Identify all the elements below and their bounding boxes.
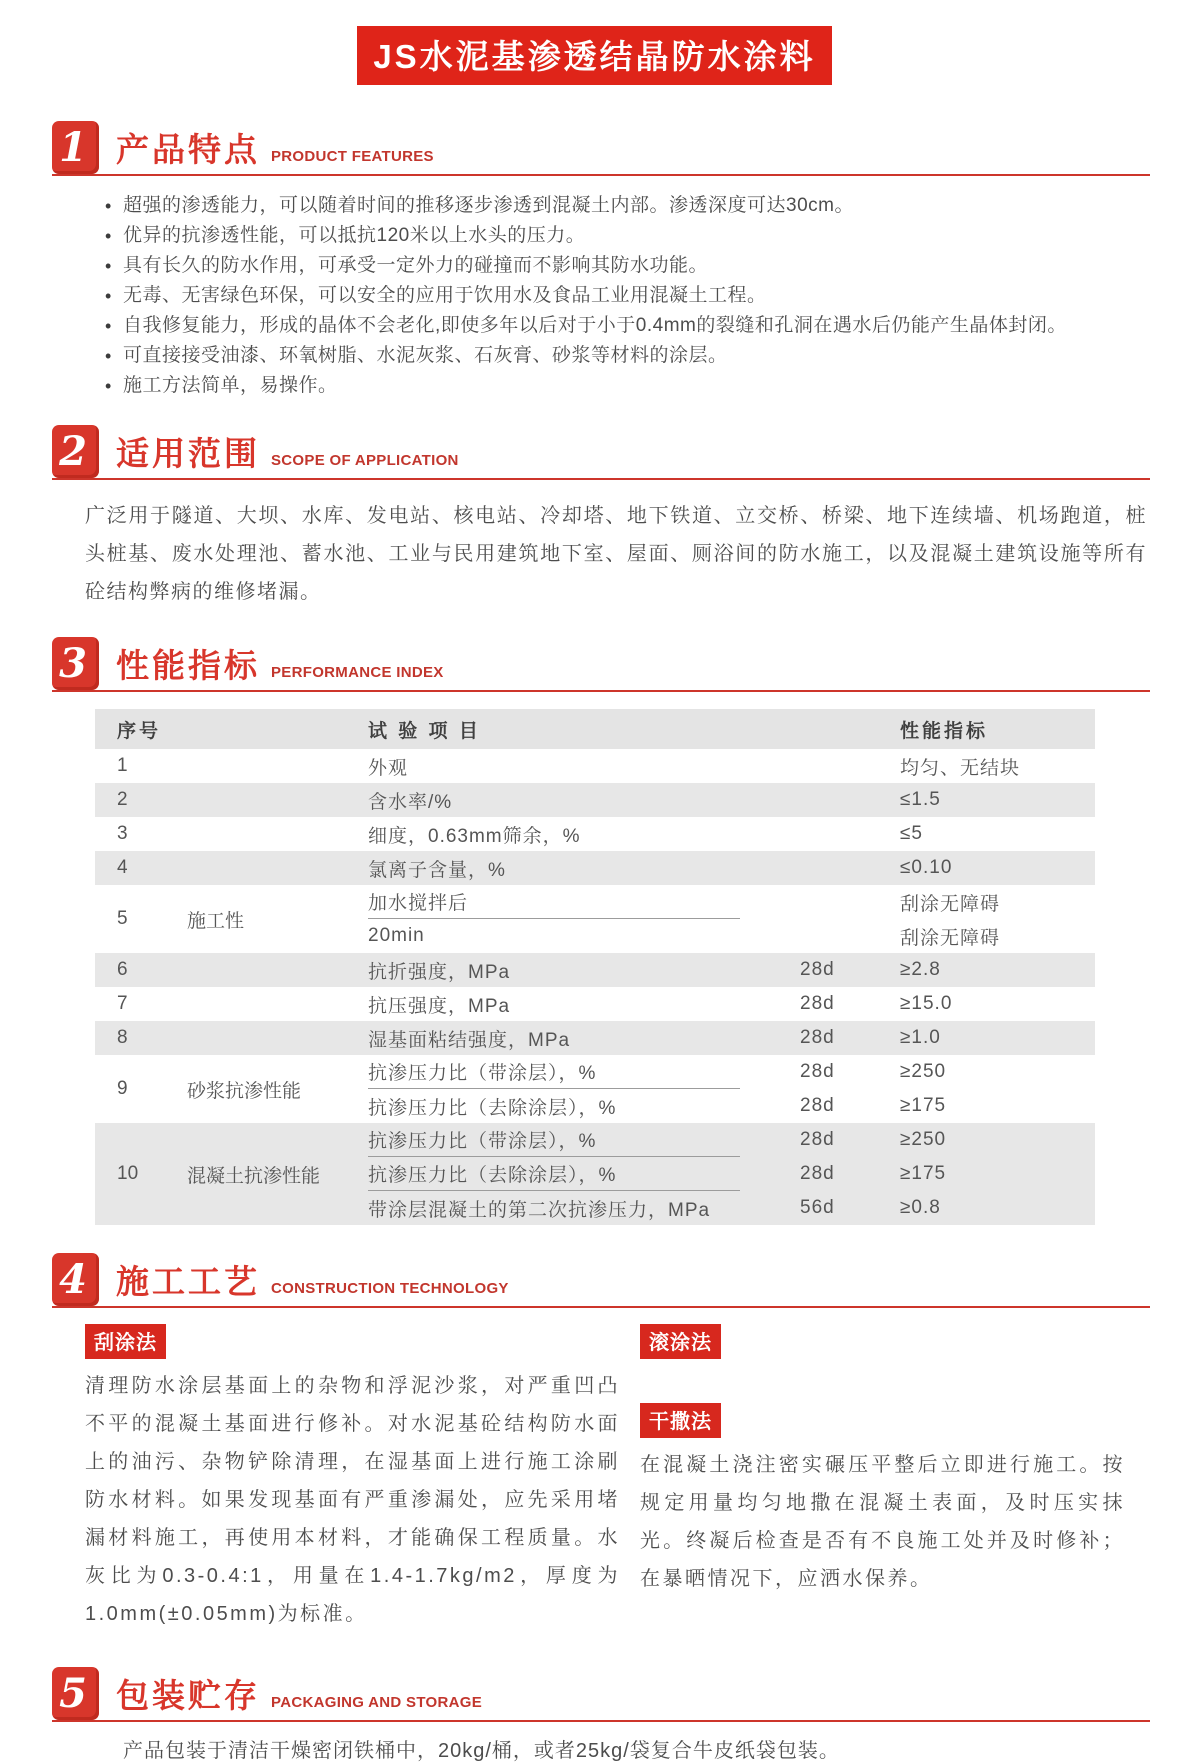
section-titles [116, 428, 459, 478]
section-subtitle: SCOPE OF APPLICATION [271, 452, 459, 469]
section-titles [116, 124, 434, 174]
feature-bullet: • 施工方法简单，易操作。 [105, 371, 1129, 401]
table-row [95, 851, 1095, 885]
cell-index: 刮涂无障碍 刮涂无障碍 [900, 893, 1001, 949]
section-titles [116, 1256, 509, 1306]
cell-no: 6 [117, 959, 128, 980]
cell-index: ≤5 [900, 823, 923, 844]
table-header-row [95, 709, 1095, 749]
cell-no: 2 [117, 789, 128, 810]
table-row [95, 953, 1095, 987]
cell-index: ≥1.0 [900, 1027, 941, 1048]
cell-no: 3 [117, 823, 128, 844]
cell-item: 加水搅拌后 20min [368, 885, 800, 953]
packaging-paragraph: 产品包装于清洁干燥密闭铁桶中，20kg/桶，或者25kg/袋复合牛皮纸袋包装。 [123, 1740, 840, 1762]
cell-age: 28d [800, 959, 835, 980]
feature-bullet: • 超强的渗透能力，可以随着时间的推移逐步渗透到混凝土内部。渗透深度可达30cm。 [105, 191, 1129, 221]
feature-bullet: • 自我修复能力，形成的晶体不会老化,即使多年以后对于小于0.4mm的裂缝和孔洞在遇水后仍能产生晶体封闭。 [105, 311, 1129, 341]
table-row [95, 783, 1095, 817]
section-title: 包装贮存 [116, 1677, 260, 1714]
section-number-badge: 4 [52, 1253, 99, 1306]
section-subtitle: PERFORMANCE INDEX [271, 664, 444, 681]
cell-age [800, 749, 900, 783]
section-header-scope [52, 425, 1150, 480]
header-index: 性能指标 [900, 720, 989, 742]
cell-age: 28d [800, 993, 835, 1014]
cell-item: 外观 [368, 757, 409, 779]
header-item: 试 验 项 目 [368, 720, 481, 742]
section-subtitle: CONSTRUCTION TECHNOLOGY [271, 1280, 509, 1297]
table-row [95, 1021, 1095, 1055]
cell-no: 5 [117, 908, 128, 929]
cell-group [173, 1021, 368, 1055]
section-title: 产品特点 [116, 131, 260, 168]
cell-item: 抗压强度，MPa [368, 995, 511, 1017]
feature-bullet: • 具有长久的防水作用，可承受一定外力的碰撞而不影响其防水功能。 [105, 251, 1129, 281]
section-number-badge: 5 [52, 1667, 99, 1720]
construction-right-column [640, 1324, 1125, 1633]
table-row [95, 885, 1095, 953]
construction-methods [85, 1324, 1149, 1633]
method-tag-dry: 干撒法 [640, 1403, 721, 1438]
section-header-packaging [52, 1667, 1150, 1722]
performance-table [95, 709, 1095, 1225]
table-row [95, 749, 1095, 783]
section-titles [116, 640, 444, 690]
cell-age: 28d [800, 1027, 835, 1048]
cell-item: 抗折强度，MPa [368, 961, 511, 983]
section-number-badge: 3 [52, 637, 99, 690]
header-group [173, 709, 368, 749]
cell-age [800, 817, 900, 851]
construction-left-column [85, 1324, 620, 1633]
section-number-badge: 1 [52, 121, 99, 174]
section-title: 性能指标 [116, 647, 260, 684]
section-number-badge: 2 [52, 425, 99, 478]
table-row [95, 1123, 1095, 1225]
cell-index: ≥2.8 [900, 959, 941, 980]
method-tag-roll: 滚涂法 [640, 1324, 721, 1359]
cell-group [173, 817, 368, 851]
section-title: 适用范围 [116, 435, 260, 472]
cell-index: ≥250 ≥175 [900, 1061, 947, 1116]
cell-index: ≤1.5 [900, 789, 941, 810]
cell-index: 均匀、无结块 [900, 757, 1021, 779]
cell-age [800, 783, 900, 817]
section-title: 施工工艺 [116, 1263, 260, 1300]
section-header-features [52, 121, 1150, 176]
cell-group: 施工性 [187, 910, 245, 932]
title-banner-row [0, 0, 1189, 85]
section-titles [116, 1670, 482, 1720]
cell-age [800, 885, 900, 953]
section-subtitle: PACKAGING AND STORAGE [271, 1694, 483, 1711]
method-text-scrape: 清理防水涂层基面上的杂物和浮泥沙浆，对严重凹凸不平的混凝土基面进行修补。对水泥基砼结构防水面上的油污、杂物铲除清理，在湿基面上进行施工涂刷防水材料。如果发现基面有严重渗漏处，应先采用堵漏材料施工，再使用本材料，才能确保工程质量。水灰比为0.3-0.4:1，用量在1.4-1.7kg/m2，厚度为1.0mm(±0.05mm)为标准。 [85, 1375, 620, 1625]
cell-item: 抗渗压力比（带涂层），% 抗渗压力比（去除涂层），% 带涂层混凝土的第二次抗渗压力，MPa [368, 1123, 800, 1225]
cell-no: 4 [117, 857, 128, 878]
scope-paragraph: 广泛用于隧道、大坝、水库、发电站、核电站、冷却塔、地下铁道、立交桥、桥梁、地下连续墙、机场跑道，桩头桩基、废水处理池、蓄水池、工业与民用建筑地下室、屋面、厕浴间的防水施工，以及混凝土建筑设施等所有砼结构弊病的维修堵漏。 [85, 505, 1147, 603]
cell-index: ≥15.0 [900, 993, 953, 1014]
feature-bullet: • 无毒、无害绿色环保，可以安全的应用于饮用水及食品工业用混凝土工程。 [105, 281, 1129, 311]
cell-age [800, 851, 900, 885]
cell-no: 1 [117, 755, 128, 776]
header-age [800, 709, 900, 749]
cell-group [173, 987, 368, 1021]
cell-no: 9 [117, 1078, 128, 1099]
cell-index: ≤0.10 [900, 857, 953, 878]
cell-group: 砂浆抗渗性能 [187, 1080, 302, 1102]
method-tag-scrape: 刮涂法 [85, 1324, 166, 1359]
cell-item: 氯离子含量，% [368, 859, 506, 881]
cell-index: ≥250 ≥175 ≥0.8 [900, 1129, 947, 1218]
cell-group [173, 851, 368, 885]
section-header-construction [52, 1253, 1150, 1308]
cell-group: 混凝土抗渗性能 [187, 1165, 321, 1187]
header-no: 序号 [117, 720, 162, 742]
section-header-performance [52, 637, 1150, 692]
table-row [95, 817, 1095, 851]
cell-item: 抗渗压力比（带涂层），% 抗渗压力比（去除涂层），% [368, 1055, 800, 1123]
feature-bullet: • 优异的抗渗透性能，可以抵抗120米以上水头的压力。 [105, 221, 1129, 251]
cell-no: 10 [117, 1163, 139, 1184]
cell-item: 湿基面粘结强度，MPa [368, 1029, 571, 1051]
cell-group [173, 953, 368, 987]
cell-item: 细度，0.63mm筛余，% [368, 825, 581, 847]
method-text-dry: 在混凝土浇注密实碾压平整后立即进行施工。按规定用量均匀地撒在混凝土表面，及时压实抹光。终凝后检查是否有不良施工处并及时修补；在暴晒情况下，应洒水保养。 [640, 1454, 1125, 1590]
cell-age: 28d 28d [800, 1061, 835, 1116]
table-row [95, 1055, 1095, 1123]
cell-group [173, 783, 368, 817]
section-subtitle: PRODUCT FEATURES [271, 148, 434, 165]
table-row [95, 987, 1095, 1021]
cell-no: 8 [117, 1027, 128, 1048]
page-title: JS水泥基渗透结晶防水涂料 [357, 26, 831, 85]
cell-item: 含水率/% [368, 791, 453, 813]
features-list [105, 191, 1129, 401]
cell-age: 28d 28d 56d [800, 1129, 835, 1218]
cell-group [173, 749, 368, 783]
performance-table-body [95, 749, 1095, 1225]
cell-no: 7 [117, 993, 128, 1014]
feature-bullet: • 可直接接受油漆、环氧树脂、水泥灰浆、石灰膏、砂浆等材料的涂层。 [105, 341, 1129, 371]
